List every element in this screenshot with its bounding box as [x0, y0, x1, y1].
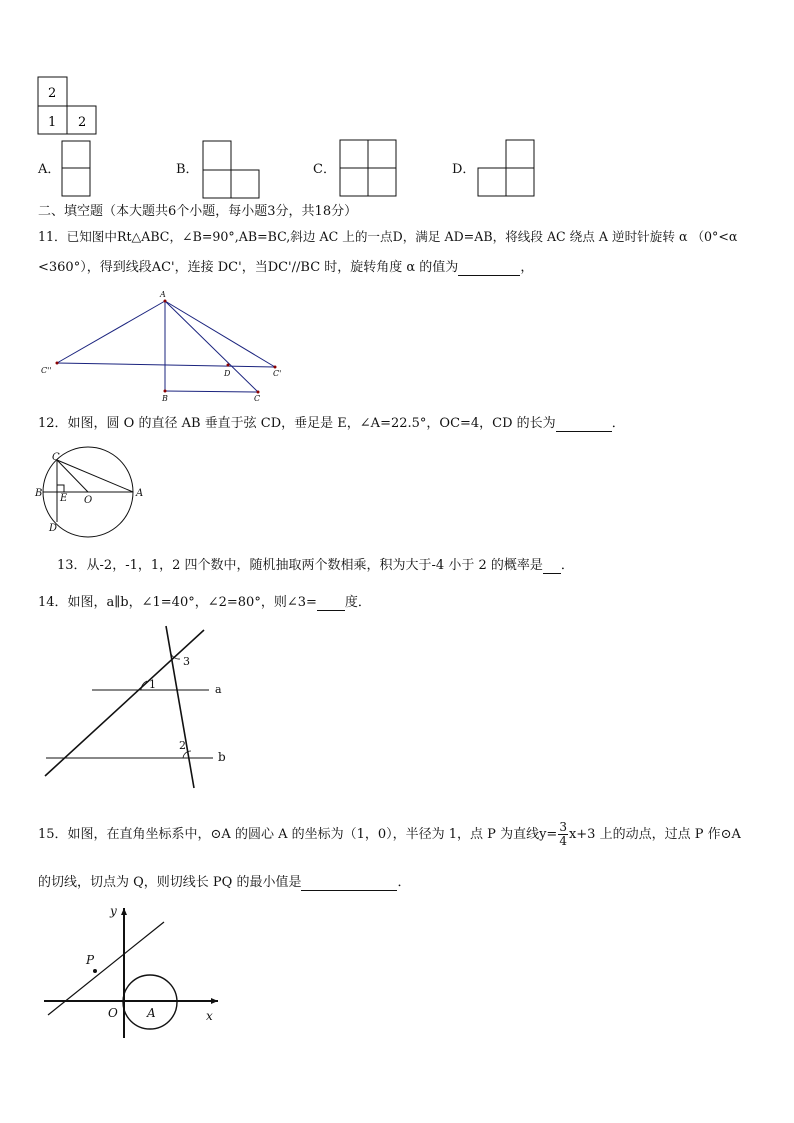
net-cell-bottom-right: 2: [78, 115, 87, 130]
q14-line-b-label: b: [218, 750, 226, 764]
q11-text-end: ，: [520, 260, 534, 275]
q14-angle-2: 2: [179, 739, 186, 752]
q15-label-p: P: [86, 953, 95, 967]
q14-text-end: 度．: [344, 595, 371, 610]
q12-label-o: O: [84, 495, 93, 506]
q11-label-d: D: [224, 369, 231, 378]
q11-line1: 11．已知图中Rt△ABC，∠B=90°,AB=BC,斜边 AC 上的一点D，满足 AD=AB，将线段 AC 绕点 A 逆时针旋转 α （0°<α: [38, 229, 738, 244]
q12-text-end: ．: [611, 416, 625, 431]
q15-label-o: O: [108, 1006, 118, 1020]
q12-text: 12．如图，圆 O 的直径 AB 垂直于弦 CD，垂足是 E，∠A=22.5°，OC=4，CD 的长为: [38, 416, 556, 431]
q12-label-b: B: [35, 488, 43, 499]
q12-label-a: A: [136, 488, 144, 499]
q11-label-c1: C': [273, 369, 282, 378]
q11-label-b: B: [162, 394, 168, 403]
q15-text: 15．如图，在直角坐标系中，⊙A 的圆心 A 的坐标为（1，0），半径为 1，点 P 为直线y=: [38, 827, 558, 842]
option-c-label: C．: [313, 162, 336, 177]
q13-text-end: ．: [560, 558, 574, 573]
option-a-label: A．: [38, 162, 61, 177]
q15-label-y: y: [110, 904, 117, 918]
q12-label-c: C: [52, 452, 60, 463]
q12-label-e: E: [60, 493, 68, 504]
q11-label-c2: C'': [41, 366, 52, 375]
net-cell-bottom-left: 1: [48, 115, 57, 130]
q11-label-c: C: [254, 394, 261, 403]
q14-angle-1: 1: [149, 678, 156, 691]
q15-text-2: 的切线，切点为 Q，则切线长 PQ 的最小值是: [38, 875, 302, 890]
q15-text-end: ．: [397, 875, 411, 890]
q15-label-a: A: [147, 1006, 156, 1020]
q13-text: 13．从-2，-1，1，2 四个数中，随机抽取两个数相乘，积为大于-4 小于 2 的概率是: [57, 558, 543, 573]
q11-label-a: A: [160, 290, 166, 299]
section-title: 二、填空题（本大题共6个小题，每小题3分，共18分）: [38, 204, 358, 219]
q14-angle-3: 3: [183, 655, 190, 668]
q14-line-a-label: a: [215, 683, 222, 696]
q15-label-x: x: [206, 1009, 213, 1023]
option-d-label: D．: [452, 162, 476, 177]
option-b-label: B．: [176, 162, 199, 177]
q15-frac-num: 3: [559, 820, 567, 834]
q12-label-d: D: [49, 523, 58, 534]
net-cell-top: 2: [48, 86, 57, 101]
q15-frac-den: 4: [559, 834, 567, 848]
q14-text: 14．如图，a∥b，∠1=40°，∠2=80°，则∠3=: [38, 595, 317, 610]
q11-text: <360°），得到线段AC'，连接 DC'，当DC'//BC 时，旋转角度 α 的值为: [38, 260, 459, 275]
q15-text-cont: x+3 上的动点，过点 P 作⊙A: [568, 827, 741, 842]
